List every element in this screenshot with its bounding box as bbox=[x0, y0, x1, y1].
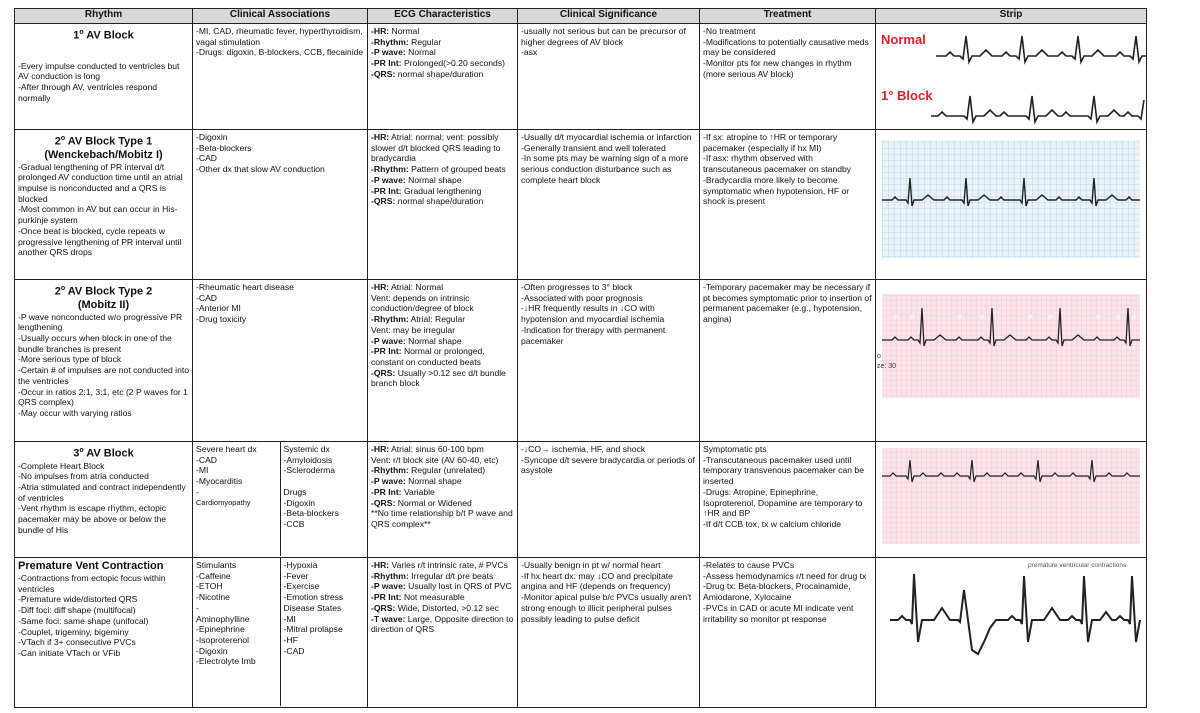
rhythm-line: -Same foci: same shape (unifocal) bbox=[18, 615, 149, 626]
p-label: P bbox=[1132, 315, 1137, 322]
ecg-line: -PR Int: Prolonged(>0.20 seconds) bbox=[371, 58, 505, 69]
assoc-line: -Nicotine bbox=[196, 592, 230, 603]
ecg-line: -QRS: normal shape/duration bbox=[371, 68, 484, 79]
p-label: P bbox=[958, 315, 963, 322]
signif-line: -asx bbox=[521, 47, 538, 58]
strip-grid bbox=[882, 448, 1140, 544]
significance-cell bbox=[518, 280, 700, 442]
ecg-cell bbox=[368, 24, 518, 130]
rhythm-title: 2$^o$ AV Block Type 1 bbox=[54, 135, 153, 148]
trace-pvc bbox=[890, 574, 1140, 654]
assoc-line: -Drug toxicity bbox=[196, 314, 247, 325]
ecg-line: Vent: may be irregular bbox=[371, 324, 456, 335]
p-label: P bbox=[1048, 315, 1053, 322]
assoc-line: -MI bbox=[283, 613, 296, 624]
treatment-cell bbox=[700, 130, 876, 280]
rhythm-subtitle: (Wenckebach/Mobitz I) bbox=[44, 148, 163, 161]
assoc-left-column bbox=[193, 558, 281, 706]
strip-cell bbox=[876, 442, 1147, 558]
signif-line: -usually not serious but can be precursor of higher degrees of AV block bbox=[521, 26, 686, 47]
strip-caption: premature ventricular contractions bbox=[1028, 562, 1127, 569]
ecg-line: -HR: Atrial: sinus 60-100 bpm bbox=[371, 444, 484, 454]
p-label: P bbox=[894, 315, 899, 322]
ecg-line: -P wave: Normal bbox=[371, 47, 436, 58]
ecg-line: -HR: Atrial: normal; vent: possibly slower d/t blocked QRS leading to bradycardia bbox=[371, 132, 501, 164]
assoc-line: -CAD bbox=[283, 645, 305, 656]
assoc-line: -Fever bbox=[283, 570, 309, 581]
ecg-line: -Rhythm: Atrial: Regular bbox=[371, 314, 466, 325]
assoc-line: -Digoxin bbox=[196, 132, 228, 142]
ecg-line: -P wave: Normal shape bbox=[371, 335, 462, 346]
ecg-line: -Rhythm: Pattern of grouped beats bbox=[371, 164, 506, 175]
assoc-line: -Beta-blockers bbox=[196, 142, 252, 153]
assoc-line: -ETOH bbox=[196, 581, 223, 592]
assoc-line: -Rheumatic heart disease bbox=[196, 282, 294, 292]
associations-cell bbox=[193, 130, 368, 280]
rhythm-cell bbox=[15, 130, 193, 280]
treat-line: -Temporary pacemaker may be necessary if pt becomes symptomatic prior to insertion of permanent pacemaker (e.g., hypotension, angina) bbox=[703, 282, 872, 325]
rhythm-line: -Usually occurs when block in one of the bundle branches is present bbox=[18, 333, 172, 354]
row-third-degree-av-block bbox=[15, 442, 1147, 558]
strip-label-normal: Normal bbox=[881, 32, 926, 47]
significance-cell bbox=[518, 558, 700, 708]
assoc-line: -MI, CAD, rheumatic fever, hyperthyroidism, vagal stimulation bbox=[196, 26, 363, 47]
ecg-strip-mobitz-2 bbox=[876, 280, 1146, 440]
row-premature-vent-contraction bbox=[15, 558, 1147, 708]
treatment-cell bbox=[700, 442, 876, 558]
treat-line: -If d/t CCB tox, tx w calcium chloride bbox=[703, 518, 842, 529]
rhythm-line: -P wave nonconducted w/o progressive PR lengthening bbox=[18, 311, 183, 333]
row-second-degree-type-1 bbox=[15, 130, 1147, 280]
ecg-line: -PR Int: Normal or prolonged, constant on conducted beats bbox=[371, 346, 485, 367]
treat-line: -Bradycardia more likely to become symptomatic when hypotension, HF or shock is present bbox=[703, 174, 850, 207]
assoc-line: -Exercise bbox=[283, 581, 320, 592]
strip-cell bbox=[876, 130, 1147, 280]
ecg-line: -PR Int: Not measurable bbox=[371, 592, 465, 603]
treat-line: Symptomatic pts bbox=[703, 444, 767, 454]
arrhythmia-table bbox=[14, 8, 1147, 708]
signif-line: -↓CO→ ischemia, HF, and shock bbox=[521, 444, 646, 454]
header-strip: Strip bbox=[876, 9, 1147, 24]
signif-line: -Often progresses to 3° block bbox=[521, 282, 633, 292]
signif-line: -Usually d/t myocardial ischemia or infarction bbox=[521, 132, 692, 142]
signif-line: -Associated with poor prognosis bbox=[521, 292, 643, 303]
ecg-cell bbox=[368, 280, 518, 442]
rhythm-line: -More serious type of block bbox=[18, 354, 122, 365]
strip-label-first-degree: 1° Block bbox=[881, 88, 933, 103]
signif-line: -↓HR frequently results in ↓CO with hypotension and myocardial ischemia bbox=[521, 303, 665, 325]
assoc-line: -HF bbox=[283, 634, 298, 645]
ecg-line: -QRS: Wide, Distorted, >0.12 sec bbox=[371, 602, 499, 613]
rhythm-line: -After through AV, ventricles respond normally bbox=[18, 82, 158, 103]
ecg-line: **No time relationship b/t P wave and QRS complex** bbox=[371, 508, 513, 529]
signif-line: -Syncope d/t severe bradycardia or periods of asystole bbox=[521, 454, 695, 476]
strip-cell bbox=[876, 280, 1147, 442]
assoc-line: -Digoxin bbox=[196, 645, 228, 656]
signif-line: -If hx heart dx: may ↓CO and precipitate angina and HF (depends on frequency) bbox=[521, 570, 673, 592]
ecg-line: -Rhythm: Regular (unrelated) bbox=[371, 465, 486, 476]
assoc-line: -CCB bbox=[283, 518, 305, 529]
ecg-line: -QRS: Normal or Widened bbox=[371, 497, 472, 508]
ecg-line: -HR: Varies r/t intrinsic rate, # PVCs bbox=[371, 560, 508, 570]
signif-line: -Usually benign in pt w/ normal heart bbox=[521, 560, 661, 570]
ecg-line: -PR Int: Gradual lengthening bbox=[371, 185, 482, 196]
rhythm-line: -May occur with varying ratios bbox=[18, 407, 132, 418]
ecg-line: -PR Int: Variable bbox=[371, 486, 435, 497]
assoc-right-column bbox=[281, 442, 368, 556]
rhythm-title: Premature Vent Contraction bbox=[18, 560, 164, 572]
assoc-line: -Other dx that slow AV conduction bbox=[196, 164, 325, 175]
treat-line: -Drug tx: Beta-blockers, Procainamide, Amiodarone, Xylocaine bbox=[703, 581, 851, 603]
p-label: P bbox=[1096, 315, 1101, 322]
ecg-line: -P wave: Normal shape bbox=[371, 174, 462, 185]
rhythm-cell bbox=[15, 442, 193, 558]
ecg-line: -HR: Atrial: Normal bbox=[371, 282, 444, 292]
trace-first-degree bbox=[931, 96, 1144, 122]
strip-grid bbox=[882, 294, 1140, 398]
assoc-line: -Electrolyte Imb bbox=[196, 656, 256, 667]
strip-side-text: ze: 30 bbox=[877, 363, 897, 370]
treatment-cell bbox=[700, 280, 876, 442]
rhythm-line: -Vent rhythm is escape rhythm, ectopic pacemaker may be above or below the bundle of His bbox=[18, 503, 167, 535]
assoc-line: -Emotion stress bbox=[283, 592, 344, 603]
assoc-line: Drugs bbox=[283, 486, 307, 497]
assoc-line: Stimulants bbox=[196, 560, 237, 570]
ecg-line: -Rhythm: Irregular d/t pre beats bbox=[371, 570, 494, 581]
ecg-cell bbox=[368, 130, 518, 280]
assoc-line: Severe heart dx bbox=[196, 444, 257, 454]
treat-line: -Transcutaneous pacemaker used until temporary transvenous pacemaker can be inserted bbox=[703, 454, 864, 487]
assoc-left-column bbox=[193, 442, 281, 556]
ecg-line: -P wave: Usually lost in QRS of PVC bbox=[371, 581, 512, 592]
ecg-line: Vent: depends on intrinsic conduction/degree of block bbox=[371, 292, 474, 314]
ecg-line: -T wave: Large, Opposite direction to direction of QRS bbox=[371, 613, 514, 635]
ecg-line: -QRS: normal shape/duration bbox=[371, 196, 484, 207]
assoc-line: -Anterior MI bbox=[196, 303, 241, 314]
associations-cell bbox=[193, 558, 368, 708]
associations-cell bbox=[193, 442, 368, 558]
rhythm-line: -Occur in ratios 2:1, 3:1, etc (2 P waves for 1 QRS complex) bbox=[18, 386, 188, 408]
rhythm-line: -Can initiate VTach or VFib bbox=[18, 647, 121, 658]
ecg-strip-wenckebach bbox=[876, 130, 1146, 278]
rhythm-title: 1$^o$ AV Block bbox=[73, 29, 134, 42]
p-label: P bbox=[1116, 315, 1121, 322]
treat-line: -If sx: atropine to ↑HR or temporary pacemaker (especially if hx MI) bbox=[703, 132, 838, 153]
significance-cell bbox=[518, 24, 700, 130]
treat-line: -Monitor pts for new changes in rhythm (more serious AV block) bbox=[703, 58, 852, 79]
assoc-line: -Mitral prolapse bbox=[283, 624, 343, 635]
rhythm-cell bbox=[15, 24, 193, 130]
treat-line: -Modifications to potentially causative meds may be considered bbox=[703, 36, 869, 58]
rhythm-line: -VTach if 3+ consecutive PVCs bbox=[18, 637, 136, 648]
treat-line: -PVCs in CAD or acute MI indicate vent irritability so monitor pt response bbox=[703, 602, 854, 624]
signif-line: -Monitor apical pulse b/c PVCs usually aren't strong enough to illicit peripheral pulses possibly leading to pulse deficit bbox=[521, 592, 692, 624]
assoc-line: Cardiomyopathy bbox=[196, 497, 251, 507]
p-label: P bbox=[910, 315, 915, 322]
rhythm-line: -Most common in AV but can occur in His-purkinje system bbox=[18, 204, 178, 226]
assoc-line: -MI bbox=[196, 465, 209, 476]
treat-line: -If asx: rhythm observed with transcutaneous pacemaker on standby bbox=[703, 153, 852, 175]
ecg-strip-complete-block bbox=[876, 442, 1146, 556]
assoc-line: - bbox=[196, 602, 199, 613]
ecg-line: -Rhythm: Regular bbox=[371, 36, 442, 47]
assoc-line: -Beta-blockers bbox=[283, 508, 339, 519]
assoc-line: -Drugs: digoxin, B-blockers, CCB, flecainide bbox=[196, 47, 364, 58]
header-rhythm: Rhythm bbox=[15, 9, 193, 24]
significance-cell bbox=[518, 130, 700, 280]
row-second-degree-type-2 bbox=[15, 280, 1147, 442]
ecg-cell bbox=[368, 442, 518, 558]
strip-cell bbox=[876, 24, 1147, 130]
treatment-cell bbox=[700, 558, 876, 708]
rhythm-line: -No impulses from atria conducted bbox=[18, 471, 149, 482]
rhythm-line: -Diff foci: diff shape (multifocal) bbox=[18, 605, 136, 616]
signif-line: -Generally transient and well tolerated bbox=[521, 142, 666, 153]
assoc-line: -Digoxin bbox=[283, 497, 316, 508]
assoc-line: -Isoproterenol bbox=[196, 634, 250, 645]
assoc-line: -Epinephrine bbox=[196, 624, 245, 635]
rhythm-line: -Once beat is blocked, cycle repeats w progressive lengthening of PR interval until another QRS drops bbox=[18, 225, 182, 258]
assoc-line: -CAD bbox=[196, 153, 218, 164]
ecg-strip-first-degree bbox=[876, 24, 1146, 128]
rhythm-line: -Every impulse conducted to ventricles but AV conduction is long bbox=[18, 60, 180, 82]
assoc-line: -Caffeine bbox=[196, 570, 231, 581]
rhythm-line: -Contractions from ectopic focus within ventricles bbox=[18, 573, 166, 594]
assoc-line: -CAD bbox=[196, 454, 218, 465]
rhythm-line: -Atria stimulated and contract independently of ventricles bbox=[18, 482, 186, 503]
ecg-line: -HR: Normal bbox=[371, 26, 420, 36]
rhythm-subtitle: (Mobitz II) bbox=[77, 298, 130, 311]
header-ecg-characteristics: ECG Characteristics bbox=[368, 9, 518, 24]
assoc-right-column bbox=[281, 558, 368, 706]
strip-cell bbox=[876, 558, 1147, 708]
treat-line: -No treatment bbox=[703, 26, 756, 36]
assoc-line: -CAD bbox=[196, 292, 218, 303]
assoc-line: -Myocarditis bbox=[196, 476, 243, 487]
p-label: P bbox=[1028, 315, 1033, 322]
assoc-line: -Scleroderma bbox=[283, 465, 336, 476]
rhythm-cell bbox=[15, 558, 193, 708]
associations-cell bbox=[193, 24, 368, 130]
ecg-strip-pvc bbox=[876, 558, 1146, 706]
header-row bbox=[15, 9, 1147, 24]
assoc-line: -Hypoxia bbox=[283, 560, 318, 570]
signif-line: -Indication for therapy with permanent pacemaker bbox=[521, 324, 666, 346]
p-label: P bbox=[980, 315, 985, 322]
assoc-line: Disease States bbox=[283, 602, 342, 613]
strip-grid bbox=[882, 140, 1140, 258]
rhythm-cell bbox=[15, 280, 193, 442]
treat-line: -Relates to cause PVCs bbox=[703, 560, 795, 570]
header-treatment: Treatment bbox=[700, 9, 876, 24]
assoc-line: - bbox=[196, 486, 199, 497]
treat-line: -Assess hemodynamics r/t need for drug tx bbox=[703, 570, 867, 581]
rhythm-title: 3$^o$ AV Block bbox=[73, 447, 134, 460]
assoc-line: -Amyloidosis bbox=[283, 454, 333, 465]
trace-normal bbox=[936, 36, 1146, 62]
assoc-line: Aminophylline bbox=[196, 613, 250, 624]
rhythm-line: -Couplet, trigeminy, bigeminy bbox=[18, 626, 129, 637]
header-clinical-significance: Clinical Significance bbox=[518, 9, 700, 24]
significance-cell bbox=[518, 442, 700, 558]
rhythm-line: -Premature wide/distorted QRS bbox=[18, 594, 138, 605]
treat-line: -Drugs: Atropine, Epinephrine, Isoproterenol, Dopamine are temporary to ↑HR and BP bbox=[703, 486, 863, 519]
ecg-line: -P wave: Normal shape bbox=[371, 476, 462, 487]
rhythm-title: 2$^o$ AV Block Type 2 bbox=[54, 285, 153, 298]
header-clinical-associations: Clinical Associations bbox=[193, 9, 368, 24]
rhythm-line: -Gradual lengthening of PR interval d/t prolonged AV conduction time until an atrial impulse is nonconducted and a QRS is blocked bbox=[18, 161, 183, 204]
treatment-cell bbox=[700, 24, 876, 130]
ecg-cell bbox=[368, 558, 518, 708]
strip-side-text: o bbox=[877, 353, 881, 360]
assoc-line bbox=[284, 476, 365, 487]
ecg-line: -QRS: Usually >0.12 sec d/t bundle branch block bbox=[371, 367, 506, 389]
ecg-line: Vent: r/t block site (AV 60-40, etc) bbox=[371, 454, 499, 465]
row-first-degree-av-block bbox=[15, 24, 1147, 130]
signif-line: -In some pts may be warning sign of a more serious conduction disturbance such as complete heart block bbox=[521, 153, 689, 185]
rhythm-line: -Complete Heart Block bbox=[18, 460, 105, 471]
associations-cell bbox=[193, 280, 368, 442]
assoc-line: Systemic dx bbox=[283, 444, 330, 454]
rhythm-line: -Certain # of impulses are not conducted into the ventricles bbox=[18, 365, 190, 386]
